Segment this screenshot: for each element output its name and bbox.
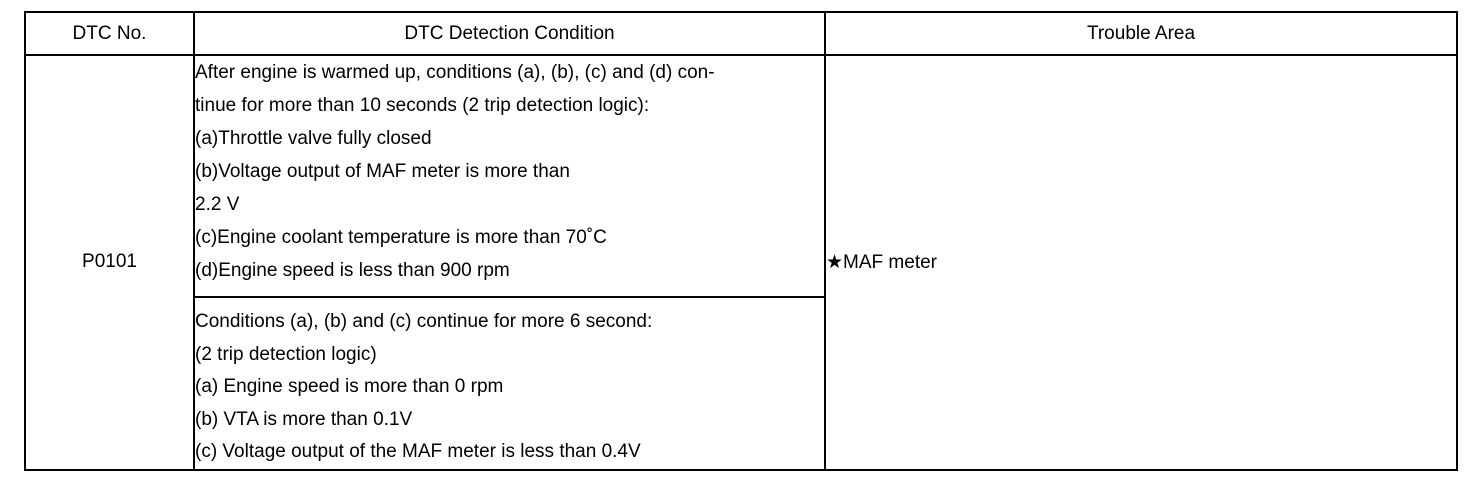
condition-line: Conditions (a), (b) and (c) continue for more 6 second: bbox=[195, 311, 653, 332]
header-row bbox=[25, 12, 1457, 55]
condition-line: (c) Voltage output of the MAF meter is less than 0.4V bbox=[195, 441, 641, 462]
dtc-code: P0101 bbox=[25, 55, 194, 470]
condition-line: (b) VTA is more than 0.1V bbox=[195, 408, 413, 430]
condition-line: (c)Engine coolant temperature is more than 70˚C bbox=[195, 227, 607, 248]
dtc-table bbox=[24, 11, 1458, 471]
header-trouble-area: Trouble Area bbox=[825, 12, 1457, 55]
detection-condition-1 bbox=[194, 55, 825, 297]
condition-line: 2.2 V bbox=[195, 194, 240, 215]
condition-line: (d)Engine speed is less than 900 rpm bbox=[195, 260, 510, 281]
condition-line: After engine is warmed up, conditions (a), (b), (c) and (d) con- bbox=[195, 62, 715, 83]
star-bullet-icon: ★ bbox=[826, 251, 844, 273]
condition-line: (2 trip detection logic) bbox=[195, 343, 377, 365]
header-detection-condition: DTC Detection Condition bbox=[194, 12, 825, 55]
condition-line: (a) Engine speed is more than 0 rpm bbox=[195, 376, 504, 397]
trouble-area-cell bbox=[825, 55, 1457, 470]
condition-line: (a)Throttle valve fully closed bbox=[195, 128, 432, 149]
condition-line: (b)Voltage output of MAF meter is more than bbox=[195, 161, 570, 182]
condition-line: tinue for more than 10 seconds (2 trip detection logic): bbox=[195, 95, 650, 116]
header-dtc-no: DTC No. bbox=[25, 12, 194, 55]
table-row bbox=[25, 55, 1457, 297]
detection-condition-2 bbox=[194, 297, 825, 470]
trouble-area-text: MAF meter bbox=[843, 251, 937, 273]
